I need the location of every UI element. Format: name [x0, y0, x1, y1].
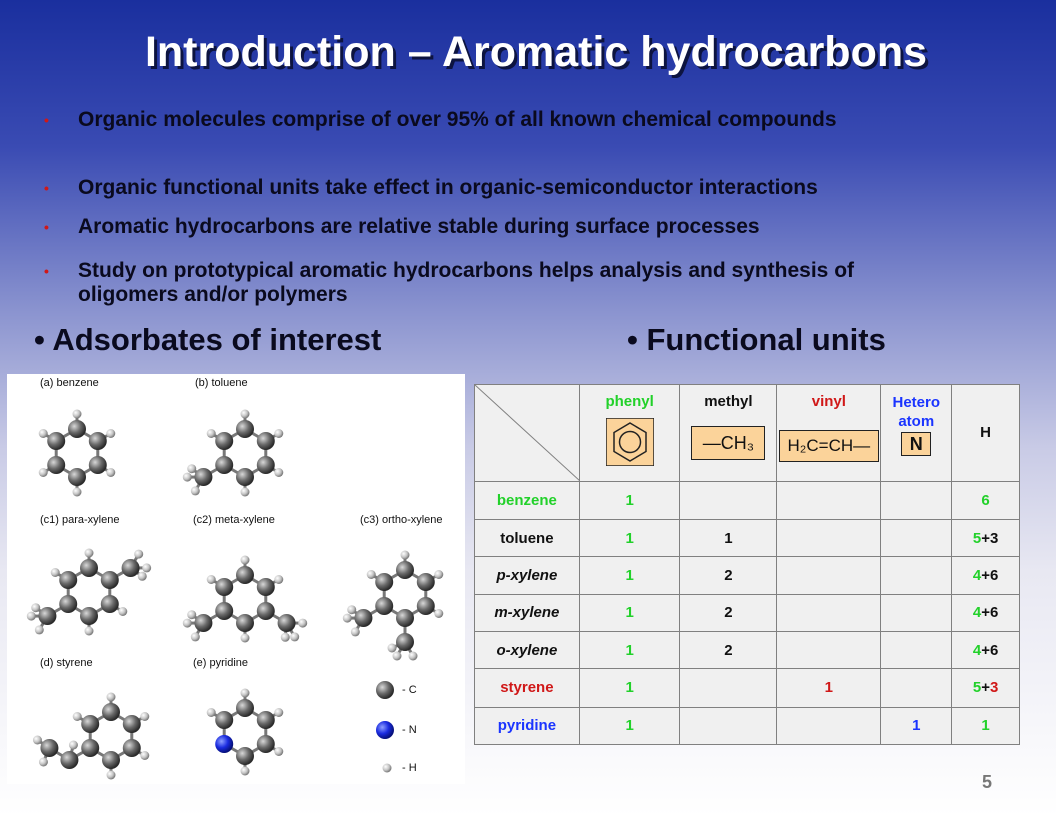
- cell-methyl: 1: [680, 520, 777, 557]
- carbon-atom: [123, 739, 141, 757]
- hydrogen-atom: [241, 556, 250, 565]
- hetero-n-box: N: [901, 432, 931, 456]
- slide-title: Introduction – Aromatic hydrocarbons: [144, 28, 928, 76]
- carbon-atom: [417, 573, 435, 591]
- hydrogen-atom: [274, 708, 283, 717]
- carbon-atom: [102, 703, 120, 721]
- h-ring: 5: [972, 679, 982, 697]
- hydrogen-atom: [187, 464, 196, 473]
- hydrogen-atom: [393, 652, 402, 661]
- cell-methyl: [680, 481, 777, 519]
- carbon-atom: [417, 597, 435, 615]
- h-ring: 4: [972, 604, 982, 622]
- carbon-atom: [257, 578, 275, 596]
- hydrogen-atom: [191, 486, 200, 495]
- row-name: p-xylene: [475, 557, 580, 594]
- cell-hetero: [881, 632, 952, 669]
- hydrogen-atom: [241, 410, 250, 419]
- vinyl-label: vinyl: [811, 393, 846, 410]
- hydrogen-atom: [191, 632, 200, 641]
- cell-methyl: [680, 707, 777, 744]
- table-row: [475, 632, 1020, 669]
- table-header-row: [475, 385, 1020, 482]
- hydrogen-atom: [27, 612, 36, 621]
- h-plus: +: [981, 679, 990, 697]
- header-phenyl: [579, 385, 680, 482]
- carbon-atom: [59, 595, 77, 613]
- h-plus: +: [981, 529, 990, 547]
- cell-hetero: [881, 669, 952, 707]
- hetero-label-line1: Hetero: [892, 394, 940, 411]
- carbon-atom: [80, 607, 98, 625]
- carbon-atom: [236, 468, 254, 486]
- label-meta-xylene: (c2) meta-xylene: [193, 514, 275, 526]
- carbon-atom: [236, 566, 254, 584]
- header-h: H: [952, 385, 1020, 482]
- bullet-dot: •: [44, 180, 49, 196]
- cell-h: 1: [952, 707, 1020, 744]
- table-row: [475, 594, 1020, 631]
- carbon-atom: [278, 614, 296, 632]
- bullet-text: Organic molecules comprise of over 95% of all known chemical compounds: [78, 108, 837, 131]
- carbon-atom: [236, 614, 254, 632]
- carbon-atom: [38, 607, 56, 625]
- diagonal-line: [475, 385, 580, 481]
- hydrogen-atom: [298, 619, 307, 628]
- table-row: [475, 669, 1020, 707]
- row-name: m-xylene: [475, 594, 580, 631]
- carbon-atom: [81, 739, 99, 757]
- cell-phenyl: 1: [579, 707, 680, 744]
- carbon-atom: [257, 432, 275, 450]
- h-sub: 3: [989, 529, 999, 547]
- bullet-dot: •: [44, 112, 49, 128]
- hydrogen-atom: [367, 570, 376, 579]
- hydrogen-atom: [35, 625, 44, 634]
- label-benzene: (a) benzene: [40, 377, 99, 389]
- hydrogen-atom: [106, 468, 115, 477]
- carbon-atom: [60, 751, 78, 769]
- cell-phenyl: 1: [579, 557, 680, 594]
- hydrogen-atom: [351, 627, 360, 636]
- h-plus: +: [981, 641, 990, 659]
- cell-methyl: 2: [680, 594, 777, 631]
- label-para-xylene: (c1) para-xylene: [40, 514, 120, 526]
- hydrogen-atom: [401, 551, 410, 560]
- cell-methyl: 2: [680, 557, 777, 594]
- carbon-atom: [122, 559, 140, 577]
- hydrogen-atom: [347, 605, 356, 614]
- carbon-atom: [68, 420, 86, 438]
- bullet-text: Study on prototypical aromatic hydrocarbons helps analysis and synthesis of oligomers and/or polymers: [78, 259, 855, 306]
- hydrogen-atom: [187, 610, 196, 619]
- hydrogen-atom: [274, 468, 283, 477]
- table-row: [475, 481, 1020, 519]
- carbon-atom: [101, 595, 119, 613]
- functional-units-table: [474, 384, 1020, 745]
- hydrogen-atom: [134, 550, 143, 559]
- hydrogen-atom: [383, 764, 392, 773]
- cell-h: [952, 669, 1020, 707]
- cell-vinyl: [777, 632, 881, 669]
- cell-vinyl: 1: [777, 669, 881, 707]
- label-toluene: (b) toluene: [195, 377, 248, 389]
- cell-phenyl: 1: [579, 669, 680, 707]
- carbon-atom: [215, 456, 233, 474]
- h-sub: 6: [989, 567, 999, 585]
- cell-phenyl: 1: [579, 481, 680, 519]
- functional-units-heading: • Functional units: [627, 322, 886, 357]
- bullet-text: Aromatic hydrocarbons are relative stable during surface processes: [78, 215, 760, 238]
- page-number: 5: [982, 772, 993, 792]
- hydrogen-atom: [290, 632, 299, 641]
- carbon-atom: [80, 559, 98, 577]
- hydrogen-atom: [434, 570, 443, 579]
- hydrogen-atom: [33, 736, 42, 745]
- methyl-formula-box: —CH₃: [691, 426, 765, 460]
- phenyl-ring-icon: [606, 418, 654, 466]
- row-name: styrene: [475, 669, 580, 707]
- carbon-atom: [375, 597, 393, 615]
- cell-hetero: [881, 481, 952, 519]
- label-pyridine: (e) pyridine: [193, 657, 249, 669]
- row-name: toluene: [475, 520, 580, 557]
- cell-phenyl: 1: [579, 520, 680, 557]
- carbon-atom: [194, 468, 212, 486]
- hydrogen-atom: [207, 429, 216, 438]
- h-plus: +: [981, 604, 990, 622]
- hydrogen-atom: [274, 747, 283, 756]
- bullet-dot: •: [44, 219, 49, 235]
- cell-vinyl: [777, 707, 881, 744]
- hydrogen-atom: [207, 708, 216, 717]
- carbon-atom: [375, 573, 393, 591]
- cell-hetero: [881, 520, 952, 557]
- h-sub: 6: [989, 604, 999, 622]
- carbon-atom: [194, 614, 212, 632]
- hydrogen-atom: [343, 614, 352, 623]
- h-plus: +: [981, 567, 990, 585]
- cell-hetero: [881, 594, 952, 631]
- hydrogen-atom: [183, 473, 192, 482]
- carbon-atom: [123, 715, 141, 733]
- cell-vinyl: [777, 594, 881, 631]
- hydrogen-atom: [85, 549, 94, 558]
- molecule-figure: [7, 374, 465, 784]
- carbon-atom: [396, 561, 414, 579]
- h-sub: 6: [989, 641, 999, 659]
- label-ortho-xylene: (c3) ortho-xylene: [360, 514, 443, 526]
- carbon-atom: [102, 751, 120, 769]
- nitrogen-atom: [215, 735, 233, 753]
- hydrogen-atom: [118, 607, 127, 616]
- hydrogen-atom: [140, 751, 149, 760]
- vinyl-formula-box: H₂C=CH—: [779, 430, 879, 462]
- hydrogen-atom: [207, 575, 216, 584]
- carbon-atom: [257, 735, 275, 753]
- h-ring: 5: [972, 529, 982, 547]
- hydrogen-atom: [388, 644, 397, 653]
- hydrogen-atom: [69, 741, 78, 750]
- hydrogen-atom: [241, 689, 250, 698]
- hydrogen-atom: [274, 429, 283, 438]
- header-vinyl: [777, 385, 881, 482]
- hydrogen-atom: [107, 771, 116, 780]
- hydrogen-atom: [85, 627, 94, 636]
- carbon-atom: [47, 432, 65, 450]
- header-hetero-atom: [881, 385, 952, 482]
- legend-nitrogen: - N: [402, 724, 417, 736]
- carbon-atom: [215, 602, 233, 620]
- carbon-atom: [354, 609, 372, 627]
- hydrogen-atom: [73, 410, 82, 419]
- hydrogen-atom: [73, 488, 82, 497]
- nitrogen-atom: [376, 721, 394, 739]
- carbon-atom: [236, 747, 254, 765]
- carbon-atom: [396, 609, 414, 627]
- label-styrene: (d) styrene: [40, 657, 93, 669]
- hydrogen-atom: [39, 758, 48, 767]
- hydrogen-atom: [183, 619, 192, 628]
- cell-phenyl: 1: [579, 594, 680, 631]
- cell-phenyl: 1: [579, 632, 680, 669]
- carbon-atom: [68, 468, 86, 486]
- hydrogen-atom: [274, 575, 283, 584]
- table-row: [475, 557, 1020, 594]
- cell-hetero: 1: [881, 707, 952, 744]
- cell-hetero: [881, 557, 952, 594]
- bullet-text: Organic functional units take effect in organic-semiconductor interactions: [78, 176, 818, 199]
- carbon-atom: [215, 432, 233, 450]
- hydrogen-atom: [140, 712, 149, 721]
- cell-h: [952, 632, 1020, 669]
- phenyl-label: phenyl: [605, 393, 654, 410]
- h-ring: 4: [972, 567, 982, 585]
- carbon-atom: [40, 739, 58, 757]
- carbon-atom: [257, 711, 275, 729]
- carbon-atom: [215, 711, 233, 729]
- hydrogen-atom: [31, 603, 40, 612]
- molecule-drawings: [7, 374, 465, 784]
- cell-vinyl: [777, 557, 881, 594]
- header-methyl: [680, 385, 777, 482]
- hydrogen-atom: [241, 767, 250, 776]
- carbon-atom: [101, 571, 119, 589]
- carbon-atom: [396, 633, 414, 651]
- hydrogen-atom: [142, 563, 151, 572]
- row-name: benzene: [475, 481, 580, 519]
- hydrogen-atom: [241, 634, 250, 643]
- carbon-atom: [47, 456, 65, 474]
- cell-vinyl: [777, 520, 881, 557]
- carbon-atom: [376, 681, 394, 699]
- legend-hydrogen: - H: [402, 762, 417, 774]
- h-ring: 4: [972, 641, 982, 659]
- carbon-atom: [236, 699, 254, 717]
- adsorbates-heading: • Adsorbates of interest: [34, 322, 382, 357]
- bullet-dot: •: [44, 263, 49, 279]
- hydrogen-atom: [73, 712, 82, 721]
- cell-h: [952, 520, 1020, 557]
- cell-methyl: 2: [680, 632, 777, 669]
- cell-h: [952, 594, 1020, 631]
- hydrogen-atom: [434, 609, 443, 618]
- cell-h: [952, 557, 1020, 594]
- cell-vinyl: [777, 481, 881, 519]
- carbon-atom: [89, 432, 107, 450]
- legend-carbon: - C: [402, 684, 417, 696]
- table-row: [475, 707, 1020, 744]
- carbon-atom: [81, 715, 99, 733]
- corner-cell: [475, 385, 580, 482]
- carbon-atom: [215, 578, 233, 596]
- carbon-atom: [236, 420, 254, 438]
- row-name: o-xylene: [475, 632, 580, 669]
- h-sub: 3: [989, 679, 999, 697]
- cell-h: 6: [952, 481, 1020, 519]
- carbon-atom: [89, 456, 107, 474]
- cell-methyl: [680, 669, 777, 707]
- carbon-atom: [257, 602, 275, 620]
- hydrogen-atom: [138, 572, 147, 581]
- methyl-label: methyl: [704, 393, 753, 410]
- carbon-atom: [59, 571, 77, 589]
- hydrogen-atom: [409, 652, 418, 661]
- carbon-atom: [257, 456, 275, 474]
- hydrogen-atom: [281, 633, 290, 642]
- hetero-label-line2: atom: [898, 413, 935, 430]
- hydrogen-atom: [39, 429, 48, 438]
- hydrogen-atom: [241, 488, 250, 497]
- hydrogen-atom: [106, 429, 115, 438]
- hydrogen-atom: [51, 568, 60, 577]
- hydrogen-atom: [107, 693, 116, 702]
- table-row: [475, 520, 1020, 557]
- row-name: pyridine: [475, 707, 580, 744]
- hydrogen-atom: [39, 468, 48, 477]
